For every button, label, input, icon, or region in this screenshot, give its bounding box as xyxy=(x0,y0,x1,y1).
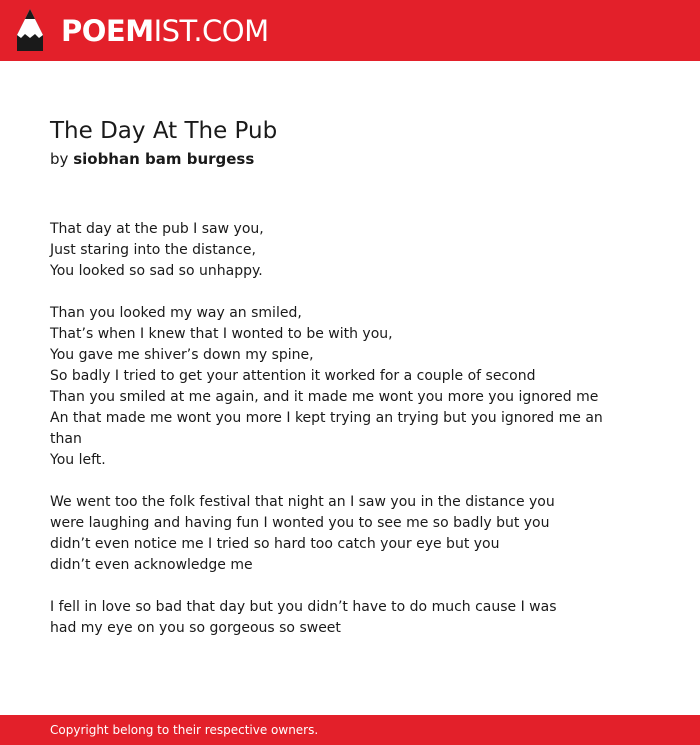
poem-line: Just staring into the distance, xyxy=(50,242,256,258)
logo-wordmark-bold: POEM xyxy=(61,14,154,48)
site-footer xyxy=(0,715,700,745)
byline xyxy=(50,148,254,170)
poem-line: had my eye on you so gorgeous so sweet xyxy=(50,620,341,636)
poem-line: You left. xyxy=(50,452,106,468)
logo-wordmark-light: IST.COM xyxy=(153,14,269,48)
pencil-tip-icon xyxy=(17,9,43,51)
poem-line: didn’t even acknowledge me xyxy=(50,557,253,573)
stanza xyxy=(50,597,610,639)
by-label: by xyxy=(50,150,69,168)
poem-line: So badly I tried to get your attention it worked for a couple of second xyxy=(50,368,536,384)
stanza xyxy=(50,303,610,471)
stanza xyxy=(50,219,610,282)
poem-line: An that made me wont you more I kept trying an trying but you ignored me an xyxy=(50,410,603,426)
poem-line: You gave me shiver’s down my spine, xyxy=(50,347,314,363)
poem-line: You looked so sad so unhappy. xyxy=(50,263,263,279)
poem-line: We went too the folk festival that night an I saw you in the distance you xyxy=(50,494,555,510)
poem-line: Than you smiled at me again, and it made me wont you more you ignored me xyxy=(50,389,599,405)
poem-line: That day at the pub I saw you, xyxy=(50,221,264,237)
poem-line: I fell in love so bad that day but you didn’t have to do much cause I was xyxy=(50,599,557,615)
copyright-text: Copyright belong to their respective owners. xyxy=(50,723,319,737)
site-header xyxy=(0,0,700,61)
poem-line: than xyxy=(50,431,82,447)
poem-line: That’s when I knew that I wonted to be with you, xyxy=(50,326,393,342)
site-logo-link[interactable] xyxy=(61,13,269,49)
stanza xyxy=(50,492,610,576)
poem-body xyxy=(50,219,610,660)
author-name: siobhan bam burgess xyxy=(73,150,255,168)
poem-line: Than you looked my way an smiled, xyxy=(50,305,302,321)
poem-line: were laughing and having fun I wonted you to see me so badly but you xyxy=(50,515,550,531)
poem-line: didn’t even notice me I tried so hard too catch your eye but you xyxy=(50,536,500,552)
poem-title: The Day At The Pub xyxy=(50,118,278,144)
